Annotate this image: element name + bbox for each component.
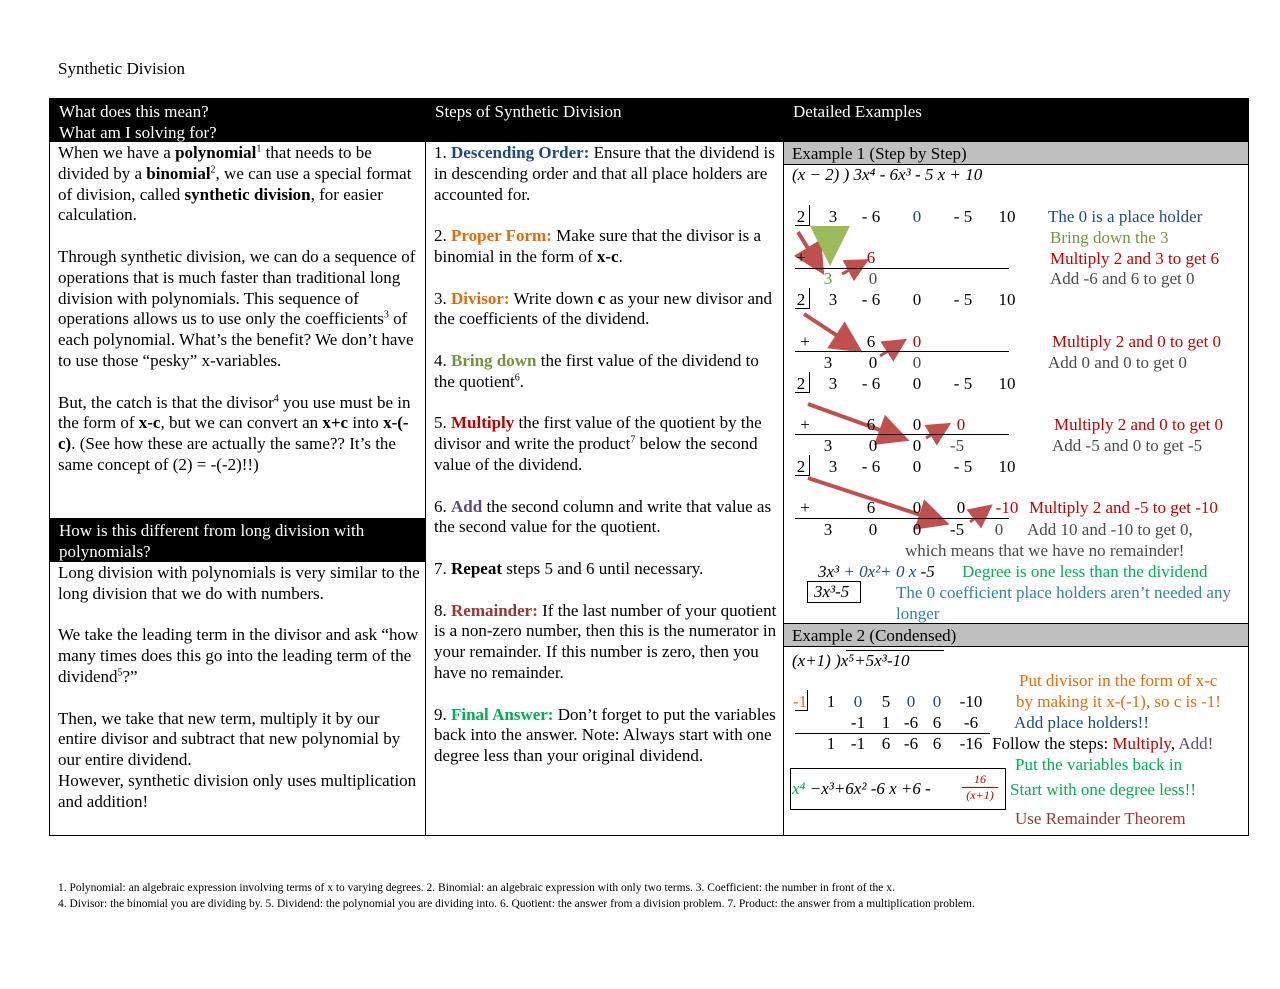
quotient-value: 0 bbox=[868, 520, 878, 539]
quotient-value: -5 bbox=[949, 520, 965, 539]
leading-term-paragraph: We take the leading term in the divisor and ask “how many times does this go into the leading term of the dividend$^5$?” bbox=[58, 625, 419, 686]
product-value: 0 bbox=[912, 332, 922, 351]
product-value: 0 bbox=[912, 498, 922, 517]
divisor-value: -1 bbox=[792, 692, 808, 711]
product-value: 6 bbox=[866, 415, 876, 434]
synthetic-benefit-paragraph: Through synthetic division, we can do a sequence of operations that is much faster than traditional long division with polynomials. This sequence of operations allows us to use only the coefficients$^3$ of each polynomial. What’s the benefit? We don’t have to use those “pesky” x-variables. bbox=[58, 246, 416, 370]
fraction-numerator: 16 bbox=[962, 772, 998, 788]
plus-sign: + bbox=[796, 248, 806, 267]
note-bring-down: Bring down the 3 bbox=[1050, 228, 1169, 247]
step-remainder: 8. Remainder: If the last number of your quotient is a non-zero number, then this is the numerator in your remainder. If this number is zero, then you have no remainder. bbox=[434, 600, 777, 682]
multiply-paragraph: Then, we take that new term, multiply it by our entire divisor and subtract that new polynomial by our entire dividend. bbox=[58, 708, 401, 770]
sum-line bbox=[795, 351, 1009, 352]
dividend-coef: 0 bbox=[906, 692, 916, 711]
divisor-catch-paragraph: But, the catch is that the divisor$^4$ you use must be in the form of x-c, but we can convert an x+c into x-(-c). (See how these are actually the same?? It’s the same concept of (2) = -(-2)!!) bbox=[58, 392, 411, 474]
product-value: 0 bbox=[912, 415, 922, 434]
quotient-value: 0 bbox=[868, 436, 878, 455]
note-add: Add -5 and 0 to get -5 bbox=[1052, 436, 1203, 455]
quotient-value: -5 bbox=[949, 436, 965, 455]
product-value: 6 bbox=[866, 248, 876, 267]
divisor-bracket bbox=[795, 690, 808, 711]
step-bring-down: 4. Bring down the first value of the dividend to the quotient$^6$. bbox=[434, 350, 759, 391]
quotient-value: 6 bbox=[932, 734, 942, 753]
divisor-bracket bbox=[795, 372, 810, 393]
dividend-coef: 3 bbox=[828, 457, 838, 476]
divisor-value: 2 bbox=[796, 290, 806, 309]
step-divisor: 3. Divisor: Write down c as your new divisor and the coefficients of the dividend. bbox=[434, 288, 773, 329]
quotient-value: 0 bbox=[912, 353, 922, 372]
note-placeholders-not-needed: The 0 coefficient place holders aren’t needed any longer bbox=[896, 583, 1231, 623]
dividend-coef: - 5 bbox=[953, 290, 973, 309]
step-add: 6. Add the second column and write that value as the second value for the quotient. bbox=[434, 496, 772, 537]
division-bar bbox=[846, 650, 944, 651]
product-value: 1 bbox=[881, 713, 891, 732]
product-value: -6 bbox=[903, 713, 919, 732]
note-add: Add -6 and 6 to get 0 bbox=[1050, 269, 1195, 288]
quotient-value: 3 bbox=[823, 353, 833, 372]
product-value: 6 bbox=[932, 713, 942, 732]
note-no-remainder: which means that we have no remainder! bbox=[905, 541, 1185, 560]
note-add: Add 10 and -10 to get 0, bbox=[1027, 520, 1193, 539]
dividend-coef: 0 bbox=[912, 374, 922, 393]
note-multiply: Multiply 2 and 0 to get 0 bbox=[1052, 332, 1222, 351]
divisor-value: 2 bbox=[796, 457, 806, 476]
col2-header: Steps of Synthetic Division bbox=[426, 99, 783, 142]
product-value: 0 bbox=[956, 415, 966, 434]
note-c-value: by making it x-(-1), so c is -1! bbox=[1016, 692, 1221, 711]
sum-line bbox=[795, 518, 1009, 519]
quotient-value: -16 bbox=[959, 734, 983, 753]
note-variables-back: Put the variables back in bbox=[1015, 755, 1183, 774]
sum-line bbox=[795, 434, 1009, 435]
long-division-paragraph: Long division with polynomials is very similar to the long division that we do with numbers. bbox=[58, 563, 420, 603]
quotient-value: 6 bbox=[881, 734, 891, 753]
step-descending-order: 1. Descending Order: Ensure that the dividend is in descending order and that all place holders are accounted for. bbox=[434, 143, 775, 204]
intro-paragraph: When we have a polynomial$^1$ that needs to be divided by a binomial$^2$, we can use a special format of division, called synthetic division, for easier calculation. bbox=[58, 143, 412, 225]
step-proper-form: 2. Proper Form: Make sure that the divisor is a binomial in the form of x-c. bbox=[434, 226, 762, 266]
division-bar bbox=[850, 164, 1014, 165]
dividend-coef: - 6 bbox=[861, 457, 881, 476]
note-place-holders: Add place holders!! bbox=[1014, 713, 1150, 732]
step-repeat: 7. Repeat steps 5 and 6 until necessary. bbox=[434, 558, 704, 578]
dividend-coef: 0 bbox=[853, 692, 863, 711]
dividend-coef: -10 bbox=[959, 692, 983, 711]
divisor-bracket bbox=[795, 288, 810, 309]
divisor-value: 2 bbox=[796, 374, 806, 393]
dividend-coef: 3 bbox=[828, 207, 838, 226]
note-multiply: Multiply 2 and 0 to get 0 bbox=[1054, 415, 1224, 434]
divisor-value: 2 bbox=[796, 207, 806, 226]
quotient-value: 0 bbox=[868, 353, 878, 372]
note-multiply: Multiply 2 and -5 to get -10 bbox=[1029, 498, 1218, 517]
dividend-coef: - 5 bbox=[953, 374, 973, 393]
only-mult-add-paragraph: However, synthetic division only uses multiplication and addition! bbox=[58, 770, 417, 811]
example2-answer: x⁴ −x³+6x² -6 x +6 - bbox=[792, 779, 931, 798]
dividend-coef: 3 bbox=[828, 374, 838, 393]
note-degree: Degree is one less than the dividend bbox=[962, 562, 1208, 581]
dividend-coef: 0 bbox=[932, 692, 942, 711]
product-value: 6 bbox=[866, 332, 876, 351]
col1-subheader: How is this different from long division with polynomials? bbox=[50, 518, 425, 562]
column-divider bbox=[425, 98, 426, 836]
example2-problem: (x+1) )x⁵+5x³-10 bbox=[792, 651, 910, 670]
quotient-value: 0 bbox=[868, 269, 878, 288]
note-multiply: Multiply 2 and 3 to get 6 bbox=[1050, 249, 1220, 268]
note-add: Add 0 and 0 to get 0 bbox=[1048, 353, 1187, 372]
page-title: Synthetic Division bbox=[58, 59, 186, 78]
footnote-line: 1. Polynomial: an algebraic expression involving terms of x to varying degrees. 2. Binomial: an algebraic expression with only two terms. 3. Coefficient: the number in front of the x. bbox=[58, 882, 895, 894]
dividend-coef: 10 bbox=[998, 207, 1016, 226]
remainder-fraction bbox=[962, 772, 998, 803]
quotient-value: 3 bbox=[823, 269, 833, 288]
example1-header: Example 1 (Step by Step) bbox=[784, 141, 1248, 165]
dividend-coef: 0 bbox=[912, 290, 922, 309]
dividend-coef: 10 bbox=[998, 290, 1016, 309]
plus-sign: + bbox=[800, 415, 810, 434]
dividend-coef: 10 bbox=[998, 374, 1016, 393]
example1-final: 3x³-5 bbox=[814, 582, 850, 601]
plus-sign: + bbox=[800, 332, 810, 351]
col3-header: Detailed Examples bbox=[784, 99, 1249, 142]
divisor-bracket bbox=[795, 205, 810, 226]
step-final-answer: 9. Final Answer: Don’t forget to put the variables back into the answer. Note: Always start with one degree less than your original dividend. bbox=[434, 704, 776, 766]
dividend-coef: 1 bbox=[826, 692, 836, 711]
note-form: Put divisor in the form of x-c bbox=[1019, 671, 1218, 690]
example1-answer: 3x³ + 0x²+ 0 x -5 bbox=[818, 562, 935, 581]
dividend-coef: - 5 bbox=[953, 457, 973, 476]
col1-body bbox=[58, 143, 420, 476]
quotient-value: -1 bbox=[850, 734, 866, 753]
steps-list bbox=[434, 143, 778, 767]
note-one-degree-less: Start with one degree less!! bbox=[1010, 780, 1196, 799]
dividend-coef: 3 bbox=[828, 290, 838, 309]
dividend-coef: - 6 bbox=[861, 290, 881, 309]
footnote-line: 4. Divisor: the binomial you are dividing by. 5. Dividend: the polynomial you are dividing into. 6. Quotient: the answer from a division problem. 7. Product: the answer from a multiplication problem. bbox=[58, 898, 975, 910]
dividend-coef: 0 bbox=[912, 207, 922, 226]
step-multiply: 5. Multiply the first value of the quotient by the divisor and write the product$^7$ below the second value of the dividend. bbox=[434, 413, 762, 474]
divisor-bracket bbox=[795, 455, 810, 476]
quotient-value: 3 bbox=[823, 520, 833, 539]
quotient-value: -6 bbox=[903, 734, 919, 753]
dividend-coef: - 6 bbox=[861, 374, 881, 393]
quotient-value: 1 bbox=[826, 734, 836, 753]
plus-sign: + bbox=[800, 498, 810, 517]
note-remainder-theorem: Use Remainder Theorem bbox=[1015, 809, 1186, 828]
example2-header: Example 2 (Condensed) bbox=[784, 623, 1248, 647]
example1-problem: (x − 2) ) 3x⁴ - 6x³ - 5 x + 10 bbox=[792, 165, 983, 184]
product-value: -6 bbox=[963, 713, 979, 732]
col1-body-2 bbox=[58, 563, 420, 813]
quotient-value: 3 bbox=[823, 436, 833, 455]
arrow-icon bbox=[808, 404, 902, 438]
note-follow-steps: Follow the steps: Multiply, Add! bbox=[992, 734, 1214, 753]
product-value: 6 bbox=[866, 498, 876, 517]
dividend-coef: - 5 bbox=[953, 207, 973, 226]
quotient-value: 0 bbox=[912, 436, 922, 455]
product-value: -10 bbox=[995, 498, 1019, 517]
fraction-denominator: (x+1) bbox=[966, 788, 994, 802]
quotient-value: 0 bbox=[994, 520, 1004, 539]
dividend-coef: 10 bbox=[998, 457, 1016, 476]
product-value: -1 bbox=[850, 713, 866, 732]
dividend-coef: 0 bbox=[912, 457, 922, 476]
note-placeholder: The 0 is a place holder bbox=[1048, 207, 1203, 226]
quotient-value: 0 bbox=[912, 520, 922, 539]
dividend-coef: - 6 bbox=[861, 207, 881, 226]
product-value: 0 bbox=[956, 498, 966, 517]
col1-header: What does this mean? What am I solving for? bbox=[50, 99, 425, 142]
dividend-coef: 5 bbox=[881, 692, 891, 711]
